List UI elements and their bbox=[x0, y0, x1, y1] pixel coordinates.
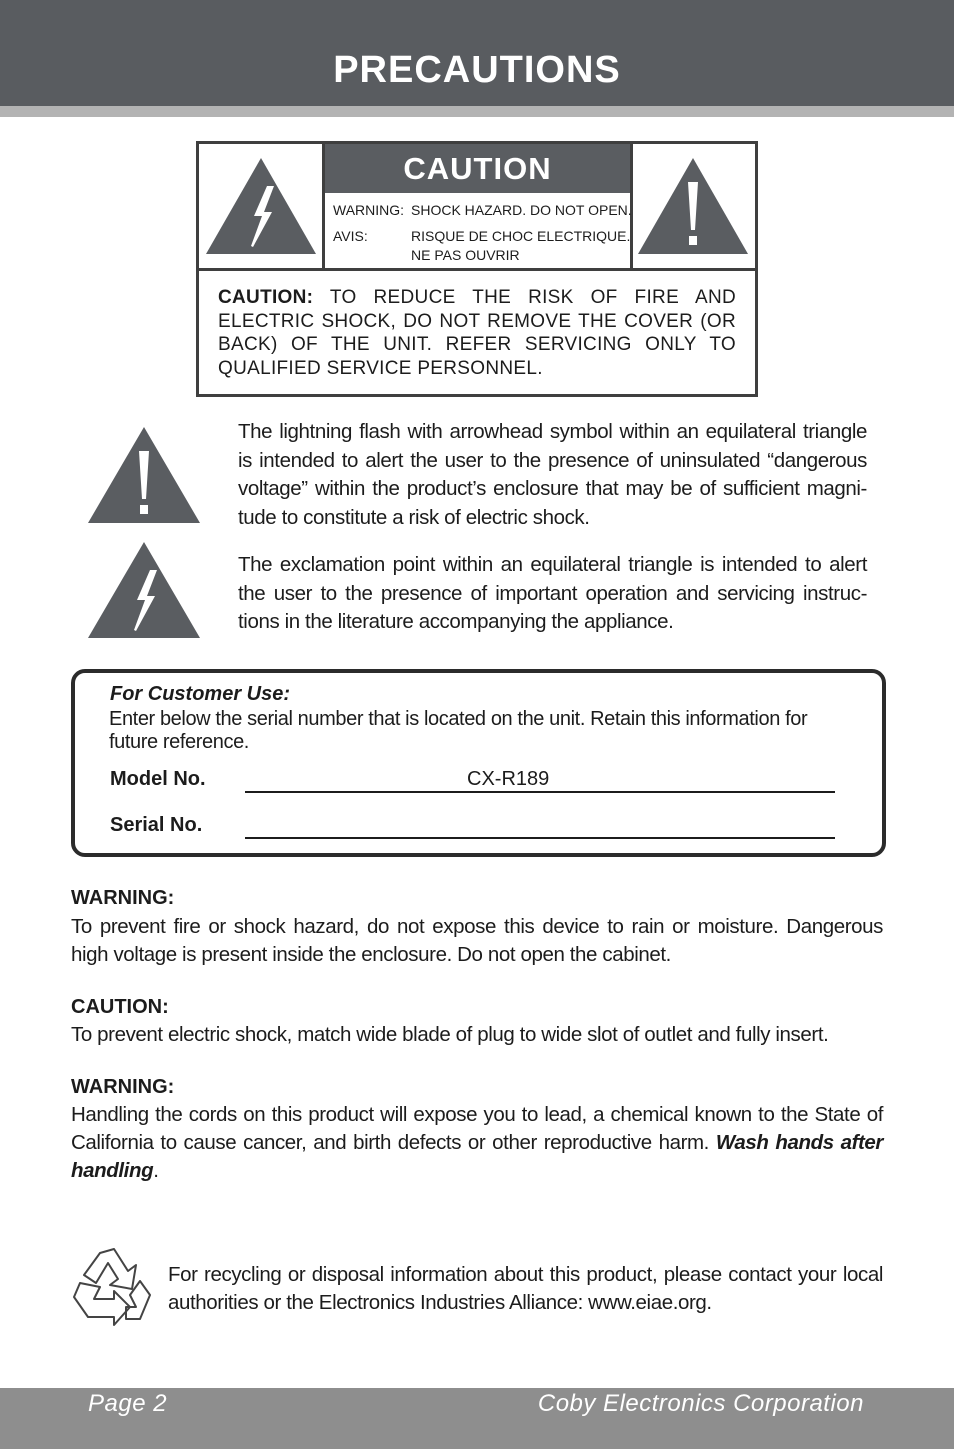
page-title: PRECAUTIONS bbox=[333, 49, 621, 91]
warning2-text: Handling the cords on this product will expose you to lead, a chemical known to the State of California to cause cancer, and birth defects or other reproductive harm. bbox=[71, 1103, 883, 1154]
caution-title: CAUTION bbox=[403, 151, 552, 186]
exclamation-symbol-explanation: The exclamation point within an equilateral triangle is intended to alert the user to the presence of important operation and servicing instruc-tions in the literature accompanying the appliance. bbox=[238, 553, 867, 633]
warning1-heading: WARNING: bbox=[71, 887, 175, 909]
warning-key: WARNING: bbox=[333, 202, 405, 218]
lightning-triangle-icon bbox=[204, 156, 318, 256]
avis-value-line2: NE PAS OUVRIR bbox=[411, 247, 520, 263]
model-line bbox=[245, 791, 835, 793]
warning2-paragraph bbox=[71, 1101, 883, 1185]
caution2-heading: CAUTION: bbox=[71, 996, 169, 1018]
avis-value-line1: RISQUE DE CHOC ELECTRIQUE. bbox=[411, 228, 631, 244]
lightning-symbol-explanation: The lightning flash with arrowhead symbol within an equilateral triangle is intended to alert the user to the presence of uninsulated “dangerous voltage” within the product’s enclosure that may be of sufficient magni-tude to constitute a risk of electric shock. bbox=[238, 420, 867, 529]
customer-use-heading: For Customer Use: bbox=[110, 683, 291, 705]
serial-line bbox=[245, 837, 835, 839]
lightning-triangle-icon bbox=[86, 540, 202, 640]
caution-divider bbox=[199, 268, 755, 271]
warning2-end: . bbox=[153, 1159, 159, 1182]
footer-page-number: Page 2 bbox=[88, 1390, 168, 1417]
header-strip bbox=[0, 106, 954, 117]
warning2-emphasis: Wash hands after handling bbox=[71, 1131, 884, 1182]
caution-body-text: TO REDUCE THE RISK OF FIRE AND ELECTRIC SHOCK, DO NOT REMOVE THE COVER (OR BACK) OF THE UNIT. REFER SERVICING ONLY TO QUALIFIED SERVICE PERSONNEL. bbox=[218, 287, 736, 379]
serial-label: Serial No. bbox=[110, 814, 203, 836]
model-label: Model No. bbox=[110, 768, 206, 790]
footer-company: Coby Electronics Corporation bbox=[537, 1390, 864, 1417]
recycling-text: For recycling or disposal information about this product, please contact your local authorities or the Electronics Industries Alliance: www.eiae.org. bbox=[168, 1263, 883, 1314]
caution-body bbox=[218, 286, 736, 380]
avis-key: AVIS: bbox=[333, 228, 368, 244]
exclamation-triangle-icon bbox=[636, 156, 750, 256]
warning-value: SHOCK HAZARD. DO NOT OPEN. bbox=[411, 202, 632, 218]
caution-body-lead: CAUTION: bbox=[218, 287, 314, 308]
customer-use-text: Enter below the serial number that is located on the unit. Retain this information for future reference. bbox=[109, 708, 808, 753]
recycle-icon bbox=[70, 1245, 154, 1329]
exclamation-triangle-icon bbox=[86, 425, 202, 525]
warning2-heading: WARNING: bbox=[71, 1076, 175, 1098]
model-value: CX-R189 bbox=[467, 768, 550, 790]
warning1-text: To prevent fire or shock hazard, do not expose this device to rain or moisture. Dangerous high voltage is present inside the enclosure. Do not open the cabinet. bbox=[71, 915, 883, 966]
caution2-text: To prevent electric shock, match wide blade of plug to wide slot of outlet and fully insert. bbox=[71, 1023, 829, 1046]
